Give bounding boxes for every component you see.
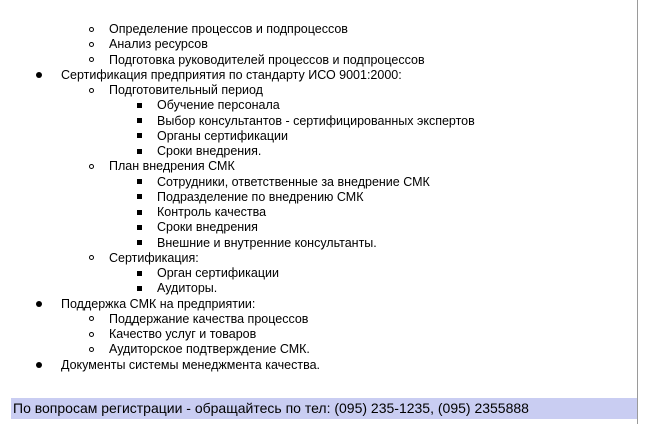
list-item-label: Сертификация:: [109, 250, 199, 265]
bullet-circle-icon: [85, 21, 97, 37]
list-item: [0, 143, 636, 159]
bullet-square-icon: [133, 97, 145, 113]
bullet-square-icon: [133, 204, 145, 220]
bullet-square-icon: [133, 143, 145, 159]
bullet-circle-icon: [85, 52, 97, 68]
bullet-square-icon: [133, 128, 145, 144]
list-item: [0, 97, 636, 113]
list-item: [0, 82, 636, 98]
list-item: [0, 280, 636, 296]
bullet-disc-icon: [33, 357, 45, 373]
list-item-label: Контроль качества: [157, 205, 267, 219]
list-item: [0, 296, 636, 312]
bullet-square-icon: [133, 280, 145, 296]
list-item-label: Выбор консультантов - сертифицированных экспертов: [157, 113, 475, 128]
list-item-label: Качество услуг и товаров: [109, 327, 257, 341]
list-item: [0, 189, 636, 205]
bullet-disc-icon: [33, 296, 45, 312]
bullet-circle-icon: [85, 341, 97, 357]
list-item-label: Документы системы менеджмента качества.: [61, 357, 321, 372]
bullet-square-icon: [133, 189, 145, 205]
list-item: [0, 311, 636, 327]
list-item-label: Анализ ресурсов: [109, 37, 208, 52]
list-item: [0, 219, 636, 235]
bullet-square-icon: [133, 265, 145, 281]
list-item: [0, 21, 636, 37]
list-item-label: Поддержка СМК на предприятии:: [61, 296, 256, 311]
list-item-label: Поддержание качества процессов: [109, 311, 309, 326]
list-item-label: Аудиторы.: [157, 281, 218, 296]
list-item: [0, 36, 636, 52]
bullet-circle-icon: [85, 326, 97, 342]
bullet-circle-icon: [85, 82, 97, 98]
list-item-label: Орган сертификации: [157, 266, 279, 280]
list-item-label: Сроки внедрения: [157, 220, 258, 235]
list-item-label: Сотрудники, ответственные за внедрение СМК: [157, 174, 430, 189]
bullet-circle-icon: [85, 250, 97, 266]
list-item: [0, 52, 636, 68]
list-item: [0, 357, 636, 373]
list-item: [0, 113, 636, 129]
list-item-label: Внешние и внутренние консультанты.: [157, 235, 377, 250]
list-item-label: Подготовительный период: [109, 83, 263, 97]
contact-banner: [11, 398, 637, 419]
bullet-circle-icon: [85, 36, 97, 52]
list-item: [0, 158, 636, 174]
bullet-square-icon: [133, 235, 145, 251]
list-item-label: План внедрения СМК: [109, 159, 235, 174]
list-item: [0, 341, 636, 357]
list-item-label: Определение процессов и подпроцессов: [109, 22, 348, 36]
list-item-label: Подразделение по внедрению СМК: [157, 189, 364, 204]
list-item-label: Сертификация предприятия по стандарту ИСО 9001:2000:: [61, 67, 402, 82]
list-item-label: Аудиторское подтверждение СМК.: [109, 342, 310, 357]
bullet-square-icon: [133, 113, 145, 129]
list-item: [0, 204, 636, 220]
bullet-square-icon: [133, 174, 145, 190]
bullet-circle-icon: [85, 158, 97, 174]
list-item: [0, 250, 636, 266]
list-item: [0, 174, 636, 190]
list-item: [0, 326, 636, 342]
contact-text: По вопросам регистрации - обращайтесь по тел: (095) 235-1235, (095) 2355888: [13, 400, 529, 416]
list-item: [0, 235, 636, 251]
list-item: [0, 128, 636, 144]
bullet-square-icon: [133, 219, 145, 235]
list-item: [0, 67, 636, 83]
list-item-label: Подготовка руководителей процессов и подпроцессов: [109, 52, 425, 67]
list-item-label: Обучение персонала: [157, 98, 280, 113]
bullet-disc-icon: [33, 67, 45, 83]
list-item-label: Органы сертификации: [157, 128, 288, 143]
bullet-circle-icon: [85, 311, 97, 327]
list-item: [0, 265, 636, 281]
list-item-label: Сроки внедрения.: [157, 144, 262, 158]
